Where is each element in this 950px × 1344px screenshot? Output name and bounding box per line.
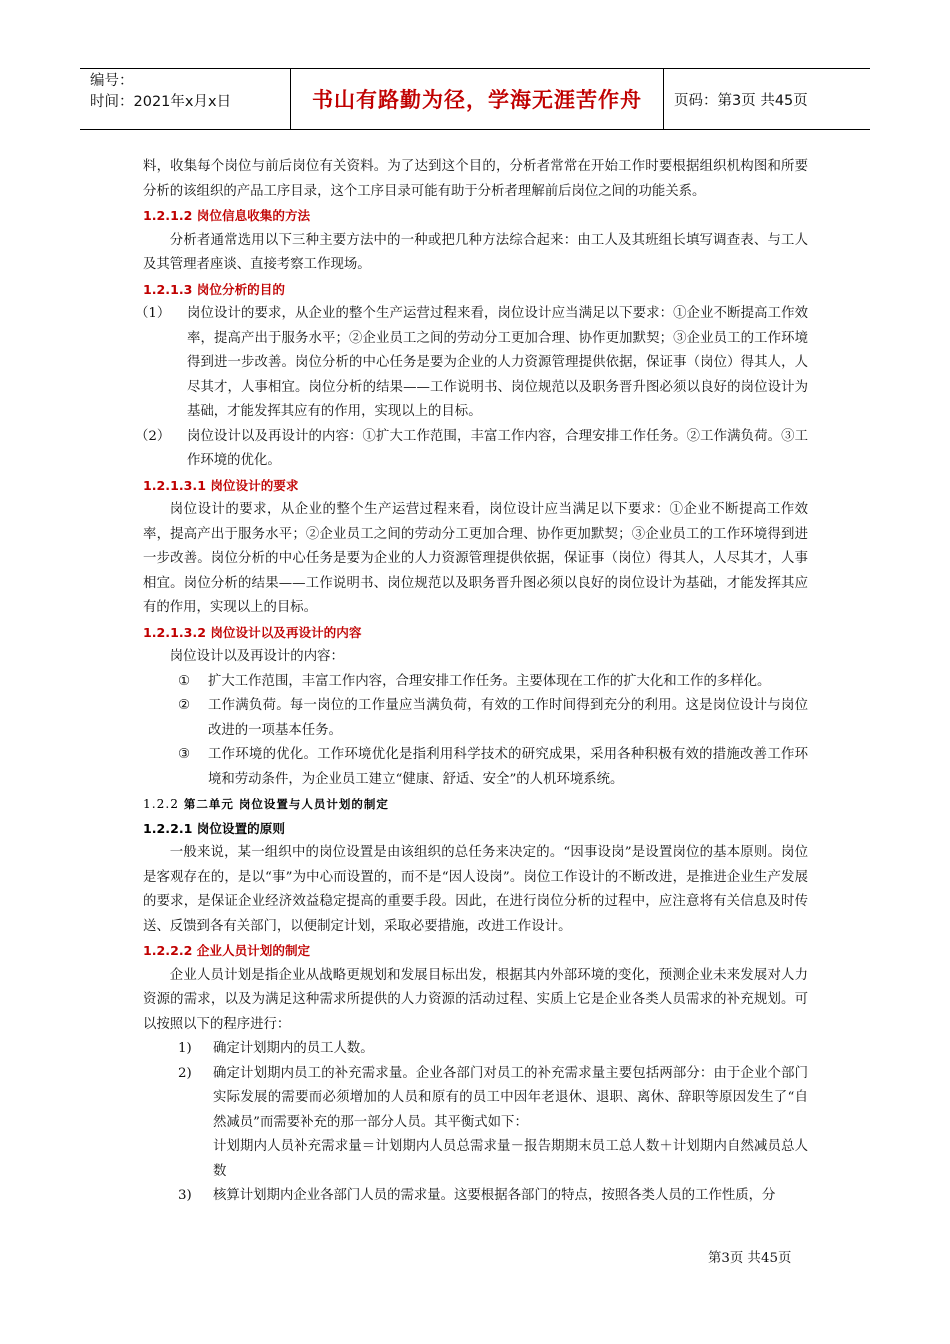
section-heading: 1.2.2.1 岗位设置的原则 <box>143 820 285 836</box>
paragraph: 料，收集每个岗位与前后岗位有关资料。为了达到这个目的，分析者常常在开始工作时要根据组织机构图和所要分析的该组织的产品工序目录，这个工序目录可能有助于分析者理解前后岗位之间的功能关系。 <box>143 159 808 199</box>
list-marker: （2） <box>135 428 171 444</box>
list-item <box>135 425 808 474</box>
list-item <box>135 302 808 425</box>
section-heading: 1.2.1.3 岗位分析的目的 <box>143 281 285 297</box>
list-item <box>178 1037 808 1062</box>
formula: 计划期内人员补充需求量＝计划期内人员总需求量－报告期期末员工总人数＋计划期内自然减员总人数 <box>213 1139 808 1179</box>
list-marker: （1） <box>135 306 171 321</box>
list-marker: 2) <box>178 1065 192 1081</box>
list-text: 工作环境的优化。工作环境优化是指利用科学技术的研究成果，采用各种积极有效的措施改善工作环境和劳动条件，为企业员工建立“健康、舒适、安全”的人机环境系统。 <box>208 747 808 787</box>
list-text: 核算计划期内企业各部门人员的需求量。这要根据各部门的特点，按照各类人员的工作性质，分 <box>213 1188 776 1203</box>
paragraph: 岗位设计以及再设计的内容： <box>169 649 344 664</box>
list-text: 确定计划期内员工的补充需求量。企业各部门对员工的补充需求量主要包括两部分：由于企业个部门实际发展的需要而必须增加的人员和原有的员工中因年老退休、退职、离休、辞职等原因发生了“自然减员”而需要补充的那一部分人员。其平衡式如下： <box>213 1065 808 1130</box>
list-text: 扩大工作范围，丰富工作内容，合理安排工作任务。主要体现在工作的扩大化和工作的多样化。 <box>208 673 771 689</box>
section-heading: 1.2.1.3.2 岗位设计以及再设计的内容 <box>143 624 362 640</box>
paragraph: 分析者通常选用以下三种主要方法中的一种或把几种方法综合起来：由工人及其班组长填写调查表、与工人及其管理者座谈、直接考察工作现场。 <box>143 232 808 272</box>
document-body <box>135 155 808 1209</box>
header-page-info: 页码：第3页 共45页 <box>674 92 808 109</box>
page-header <box>80 68 870 130</box>
code-label: 编号： <box>90 73 134 89</box>
header-meta <box>80 69 291 129</box>
list-item <box>178 670 808 695</box>
paragraph: 企业人员计划是指企业从战略更规划和发展目标出发，根据其内外部环境的变化，预测企业未来发展对人力资源的需求，以及为满足这种需求所提供的人力资源的活动过程、实质上它是企业各类人员需求的补充规划。可以按照以下的程序进行： <box>143 967 808 1032</box>
unit-title: 第二单元 岗位设置与人员计划的制定 <box>183 797 389 811</box>
list-item <box>178 743 808 792</box>
time-label: 时间：2021年x月x日 <box>90 94 232 110</box>
list-marker: ③ <box>178 747 191 762</box>
unit-number: 1.2.2 <box>143 797 180 811</box>
section-heading: 1.2.1.2 岗位信息收集的方法 <box>143 208 311 223</box>
list-text: 岗位设计以及再设计的内容：①扩大工作范围，丰富工作内容，合理安排工作任务。②工作满负荷。③工作环境的优化。 <box>187 428 808 468</box>
list-marker: 1) <box>178 1041 192 1056</box>
list-text: 确定计划期内的员工人数。 <box>213 1041 374 1056</box>
unit-heading <box>143 792 808 817</box>
page-footer: 第3页 共45页 <box>708 1251 792 1266</box>
section-heading: 1.2.2.2 企业人员计划的制定 <box>143 943 311 958</box>
list-text: 岗位设计的要求，从企业的整个生产运营过程来看，岗位设计应当满足以下要求：①企业不断提高工作效率，提高产出于服务水平；②企业员工之间的劳动分工更加合理、协作更加默契；③企业员工的工作环境得到进一步改善。岗位分析的中心任务是要为企业的人力资源管理提供依据，保证事（岗位）得其人，人尽其才，人事相宜。岗位分析的结果——工作说明书、岗位规范以及职务晋升图必须以良好的岗位设计为基础，才能发挥其应有的作用，实现以上的目标。 <box>187 306 808 419</box>
list-marker: ② <box>178 698 191 713</box>
section-heading: 1.2.1.3.1 岗位设计的要求 <box>143 477 299 493</box>
list-item <box>178 1184 808 1209</box>
paragraph: 一般来说，某一组织中的岗位设置是由该组织的总任务来决定的。“因事设岗”是设置岗位的基本原则。岗位是客观存在的，是以“事”为中心而设置的，而不是“因人设岗”。岗位工作设计的不断改进，是推进企业生产发展的要求，是保证企业经济效益稳定提高的重要手段。因此，在进行岗位分析的过程中，应注意将有关信息及时传送、反馈到各有关部门，以便制定计划，采取必要措施，改进工作设计。 <box>143 845 808 934</box>
list-text: 工作满负荷。每一岗位的工作量应当满负荷，有效的工作时间得到充分的利用。这是岗位设计与岗位改进的一项基本任务。 <box>208 698 808 738</box>
list-item <box>178 694 808 743</box>
list-marker: 3) <box>178 1188 192 1203</box>
list-item <box>178 1062 808 1136</box>
header-motto: 书山有路勤为径，学海无涯苦作舟 <box>291 69 664 129</box>
list-marker: ① <box>178 673 191 689</box>
paragraph: 岗位设计的要求，从企业的整个生产运营过程来看，岗位设计应当满足以下要求：①企业不断提高工作效率，提高产出于服务水平；②企业员工之间的劳动分工更加合理、协作更加默契；③企业员工的工作环境得到进一步改善。岗位分析的中心任务是要为企业的人力资源管理提供依据，保证事（岗位）得其人，人尽其才，人事相宜。岗位分析的结果——工作说明书、岗位规范以及职务晋升图必须以良好的岗位设计为基础，才能发挥其应有的作用，实现以上的目标。 <box>143 502 808 615</box>
